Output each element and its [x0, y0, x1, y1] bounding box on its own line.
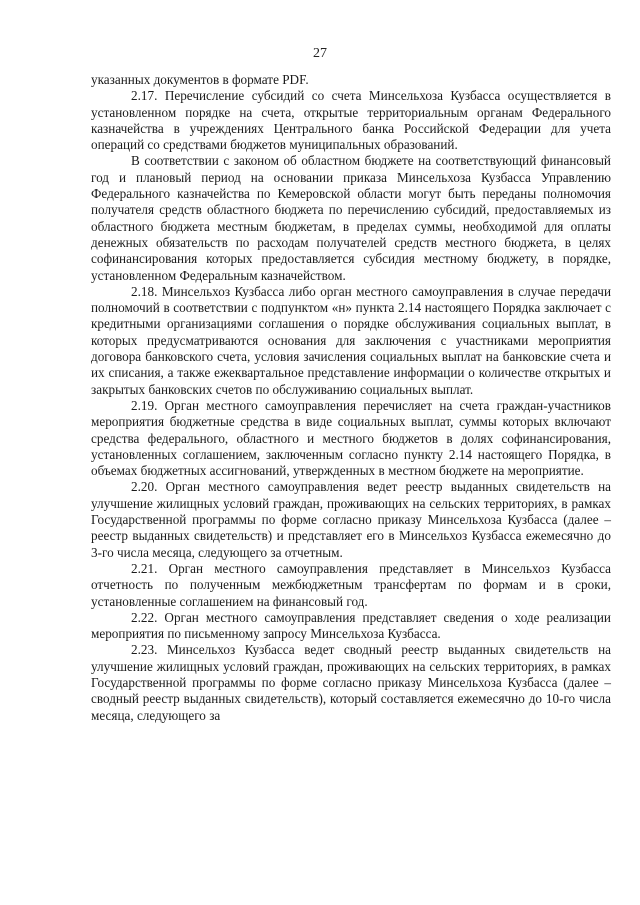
paragraph-2-22: 2.22. Орган местного самоуправления представляет сведения о ходе реализации мероприятия по письменному запросу Минсельхоза Кузбасса.: [91, 609, 611, 642]
paragraph-2-19: 2.19. Орган местного самоуправления перечисляет на счета граждан-участников мероприятия бюджетные средства в виде социальных выплат, суммы которых включают средства федерального, областного и местного бюджетов в долях софинансирования, установленных соглашением, заключенным согласно пункту 2.14 настоящего Порядка, в объемах бюджетных ассигнований, утвержденных в местном бюджете на мероприятие.: [91, 397, 611, 479]
paragraph-budget-law: В соответствии с законом об областном бюджете на соответствующий финансовый год и плановый период на основании приказа Минсельхоза Кузбасса Управлению Федерального казначейства по Кемеровской области могут быть переданы полномочия получателя средств областного бюджета по перечислению субсидий, предоставляемых из областного бюджета местным бюджетам, в пределах суммы, необходимой для оплаты денежных обязательств по расходам получателей средств местного бюджета, в целях софинансирования которых предоставляется субсидия местному бюджету, в порядке, установленном Федеральным казначейством.: [91, 153, 611, 283]
paragraph-2-21: 2.21. Орган местного самоуправления представляет в Минсельхоз Кузбасса отчетность по полученным межбюджетным трансфертам по формам и в сроки, установленные соглашением на финансовый год.: [91, 560, 611, 609]
paragraph-2-17: 2.17. Перечисление субсидий со счета Минсельхоза Кузбасса осуществляется в установленном порядке на счета, открытые территориальным органам Федерального казначейства в учреждениях Центрального банка Российской Федерации для учета операций со средствами бюджетов муниципальных образований.: [91, 88, 611, 153]
paragraph-continuation: указанных документов в формате PDF.: [91, 72, 309, 87]
paragraph-2-23: 2.23. Минсельхоз Кузбасса ведет сводный реестр выданных свидетельств на улучшение жилищных условий граждан, проживающих на сельских территориях, в рамках Государственной программы по форме согласно приказу Минсельхоза Кузбасса (далее – сводный реестр выданных свидетельств), который составляется ежемесячно до 10-го числа месяца, следующего за: [91, 642, 611, 723]
page-number: 27: [313, 46, 327, 61]
paragraph-2-20: 2.20. Орган местного самоуправления ведет реестр выданных свидетельств на улучшение жилищных условий граждан, проживающих на сельских территориях, в рамках Государственной программы по форме согласно приказу Минсельхоза Кузбасса (далее – реестр выданных свидетельств) и представляет его в Минсельхоз Кузбасса ежемесячно до 3-го числа месяца, следующего за отчетным.: [91, 479, 611, 560]
paragraph-2-18: 2.18. Минсельхоз Кузбасса либо орган местного самоуправления в случае передачи полномочий в соответствии с подпунктом «н» пункта 2.14 настоящего Порядка заключает с кредитными организациями соглашения о порядке обслуживания социальных выплат, в которых предусматриваются основания для заключения с участниками мероприятия договора банковского счета, условия зачисления социальных выплат на банковские счета и их списания, а также ежеквартальное представление информации о количестве открытых и закрытых банковских счетов по обслуживанию социальных выплат.: [91, 283, 611, 397]
document-body: [91, 72, 611, 724]
